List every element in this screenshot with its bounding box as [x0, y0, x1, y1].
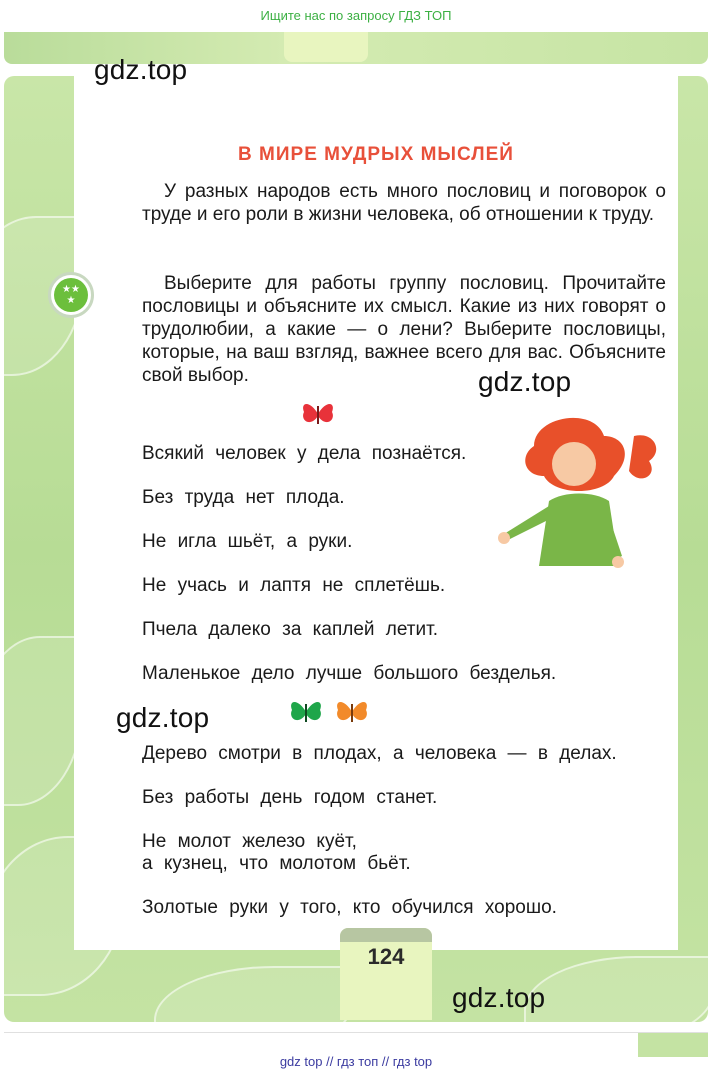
proverb-item: Не молот железо куёт,	[142, 831, 357, 852]
butterfly-red-icon	[300, 398, 336, 430]
page-content	[74, 76, 678, 950]
proverb-item: Всякий человек у дела познаётся.	[142, 443, 467, 464]
next-page-edge	[4, 1032, 708, 1056]
proverb-item: Золотые руки у того, кто обучился хорошо.	[142, 897, 557, 918]
stars-icon: ★★ ★	[54, 278, 88, 312]
proverb-item: Пчела далеко за каплей летит.	[142, 619, 439, 640]
previous-page-tab	[284, 32, 368, 62]
search-hint-link[interactable]: Ищите нас по запросу ГДЗ ТОП	[0, 0, 712, 32]
page-number-tab	[340, 928, 432, 1020]
footer-links[interactable]: gdz top // гдз топ // гдз top	[279, 1054, 433, 1069]
proverb-item: а кузнец, что молотом бьёт.	[142, 853, 411, 874]
proverb-item: Не игла шьёт, а руки.	[142, 531, 353, 552]
intro-paragraph: У разных народов есть много пословиц и поговорок о труде и его роли в жизни человека, об отношении к труду.	[142, 181, 666, 225]
leaf-decoration	[524, 956, 708, 1022]
girl-illustration	[494, 406, 674, 586]
proverb-item: Без труда нет плода.	[142, 487, 345, 508]
proverb-item: Маленькое дело лучше большого безделья.	[142, 663, 557, 684]
task-badge	[48, 272, 94, 318]
watermark: gdz.top	[94, 54, 188, 85]
leaf-decoration	[4, 636, 84, 806]
proverb-item: Без работы день годом станет.	[142, 787, 438, 808]
lesson-title: В МИРЕ МУДРЫХ МЫСЛЕЙ	[238, 144, 514, 165]
leaf-decoration	[154, 966, 354, 1022]
proverb-item: Дерево смотри в плодах, а человека — в делах.	[142, 743, 617, 764]
proverb-item: Не учась и лаптя не сплетёшь.	[142, 575, 446, 596]
page-number: 124	[367, 944, 405, 969]
watermark: gdz.top	[452, 982, 546, 1013]
butterfly-green-icon	[288, 696, 324, 728]
watermark: gdz.top	[116, 702, 210, 733]
page-number-tab-shade	[340, 928, 432, 942]
task-paragraph: Выберите для работы группу пословиц. Прочитайте пословицы и объясните их смысл. Какие из них говорят о трудолюбии, а какие — о лени? Выберите пословицы, которые, на ваш взгляд, важнее всего для вас. Объясните свой выбор.	[142, 273, 666, 386]
textbook-page	[4, 76, 708, 1022]
watermark: gdz.top	[478, 366, 572, 397]
butterfly-orange-icon	[334, 696, 370, 728]
